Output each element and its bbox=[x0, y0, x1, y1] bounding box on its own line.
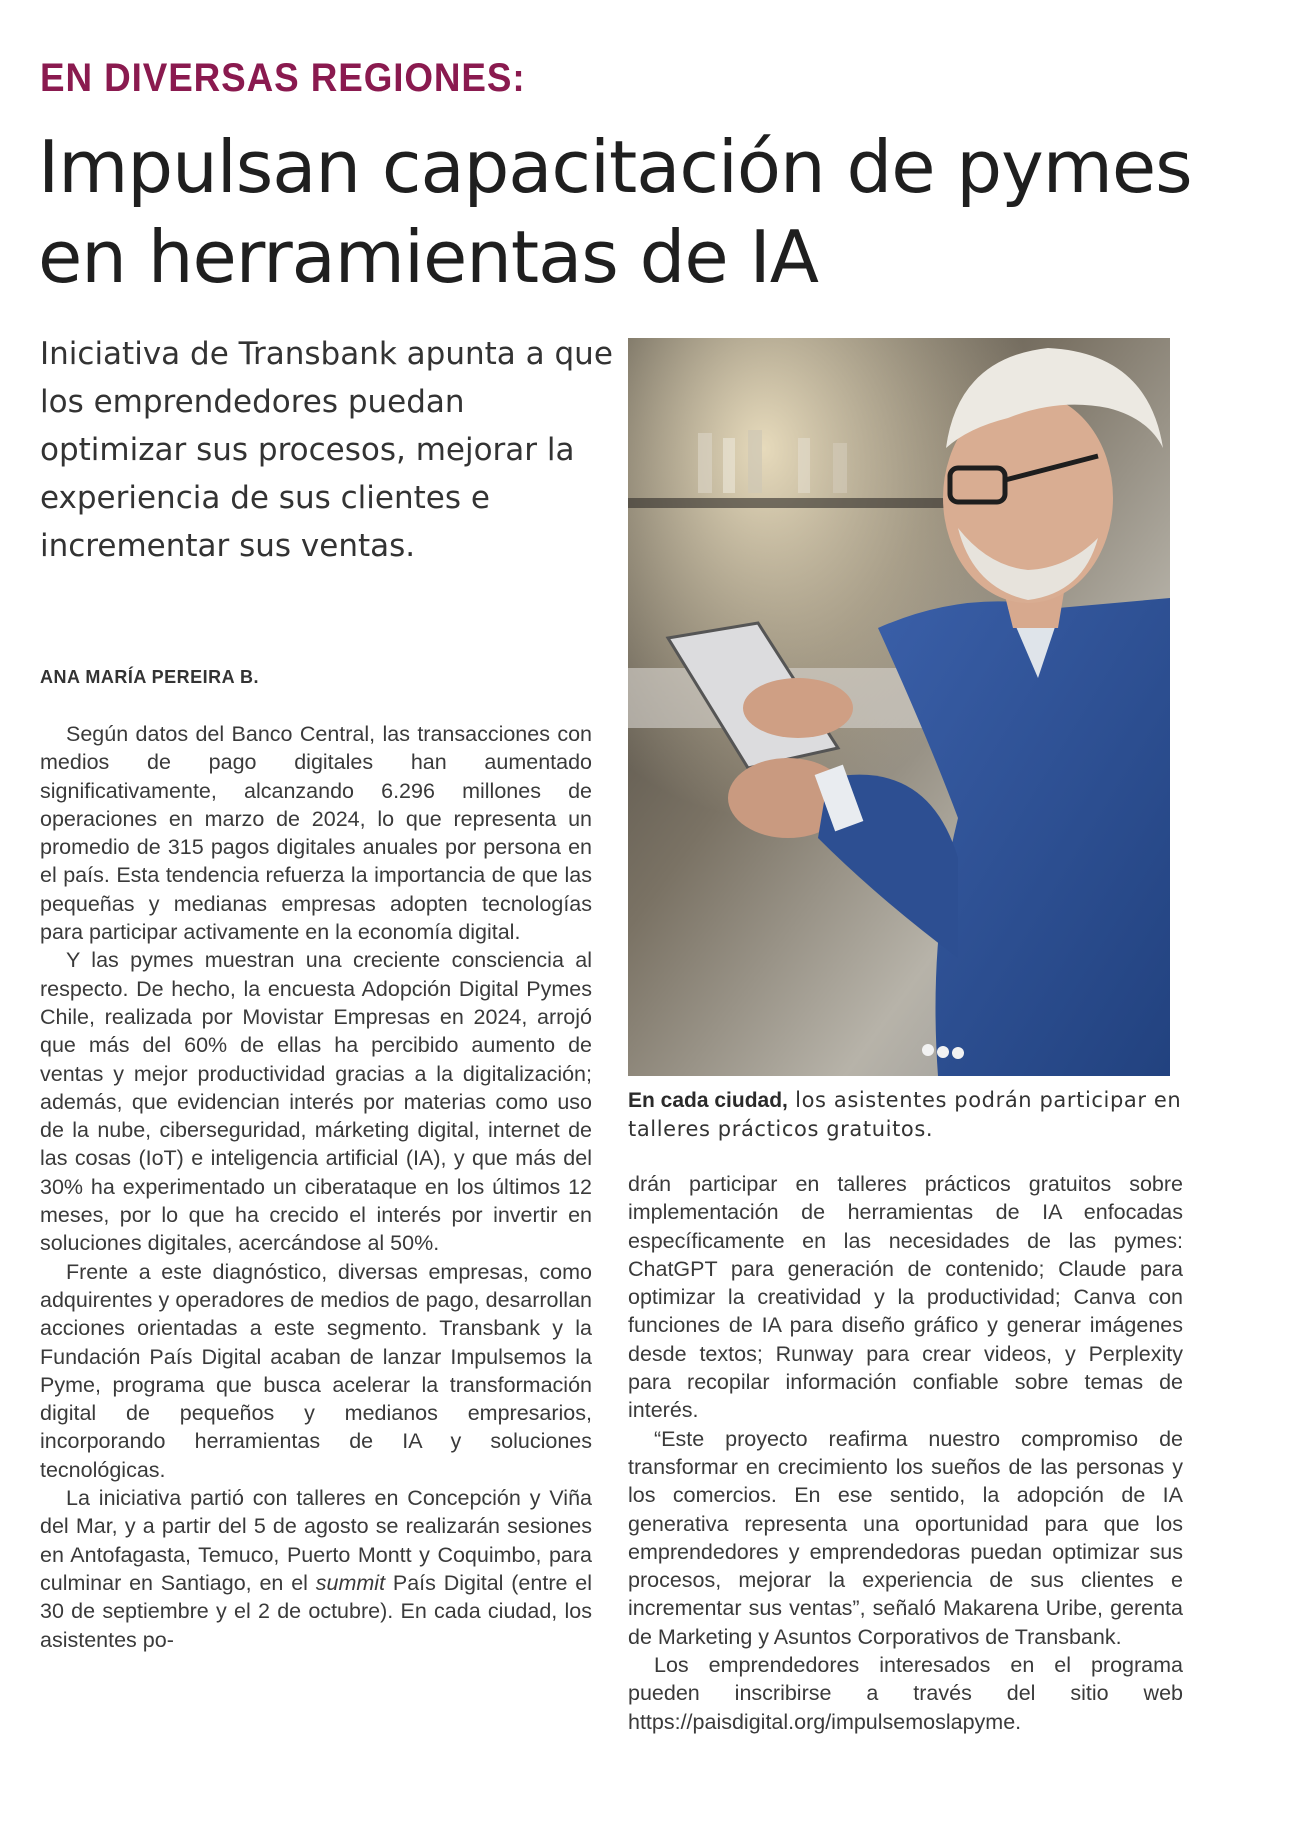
body-paragraph: “Este proyecto reafirma nuestro compromiso de transformar en crecimiento los sueños de las personas y los comercios. En ese sentido, la adopción de IA generativa representa una oportunidad para que los emprendedores y emprendedoras puedan optimizar sus procesos, mejorar la experiencia de sus clientes e incrementar sus ventas”, señaló Makarena Uribe, gerenta de Marketing y Asuntos Corporativos de Transbank. bbox=[628, 1426, 1183, 1649]
body-column-left bbox=[40, 720, 592, 1654]
kicker: EN DIVERSAS REGIONES: bbox=[40, 56, 526, 100]
body-paragraph: drán participar en talleres prácticos gratuitos sobre implementación de herramientas de IA enfocadas específicamente en las necesidades de las pymes: ChatGPT para generación de contenido; Claude para optimizar la creatividad y la productividad; Canva con funciones de IA para diseño gráfico y generar imágenes desde textos; Runway para crear videos, y Perplexity para recopilar información confiable sobre temas de interés. bbox=[628, 1172, 1183, 1423]
caption-lead: En cada ciudad, bbox=[628, 1089, 788, 1112]
lede: Iniciativa de Transbank apunta a que los emprendedores puedan optimizar sus procesos, mejorar la experiencia de sus clientes e incrementar sus ventas. bbox=[40, 336, 613, 564]
headline: Impulsan capacitación de pymes en herramientas de IA bbox=[38, 125, 1192, 299]
byline: ANA MARÍA PEREIRA B. bbox=[40, 667, 260, 687]
body-paragraph: Los emprendedores interesados en el programa pueden inscribirse a través del sitio web https://paisdigital.org/impulsemoslapyme. bbox=[628, 1653, 1183, 1734]
photo-illustration bbox=[628, 338, 1170, 1076]
body-paragraph: Según datos del Banco Central, las transacciones con medios de pago digitales han aumentado significativamente, alcanzando 6.296 millones de operaciones en marzo de 2024, lo que representa un promedio de 315 pagos digitales anuales por persona en el país. Esta tendencia refuerza la importancia de que las pequeñas y medianas empresas adopten tecnologías para participar activamente en la economía digital. bbox=[40, 722, 592, 945]
article-photo bbox=[628, 338, 1170, 1076]
body-paragraph: Y las pymes muestran una creciente consciencia al respecto. De hecho, la encuesta Adopción Digital Pymes Chile, realizada por Movistar Empresas en 2024, arrojó que más del 60% de ellas ha percibido aumento de ventas y mejor productividad gracias a la digitalización; además, que evidencian interés por materias como uso de la nube, ciberseguridad, márketing digital, internet de las cosas (IoT) e inteligencia artificial (IA), y que más del 30% ha experimentado un ciberataque en los últimos 12 meses, por lo que ha crecido el interés por invertir en soluciones digitales, acercándose al 50%. bbox=[40, 948, 592, 1256]
photo-caption bbox=[628, 1086, 1188, 1143]
body-paragraph: Frente a este diagnóstico, diversas empresas, como adquirentes y operadores de medios de pago, desarrollan acciones orientadas a este segmento. Transbank y la Fundación País Digital acaban de lanzar Impulsemos la Pyme, programa que busca acelerar la transformación digital de pequeños y medianos empresarios, incorporando herramientas de IA y soluciones tecnológicas. bbox=[40, 1259, 592, 1482]
body-paragraph: La iniciativa partió con talleres en Concepción y Viña del Mar, y a partir del 5 de agosto se realizarán sesiones en Antofagasta, Temuco, Puerto Montt y Coquimbo, para culminar en Santiago, en el summit País Digital (entre el 30 de septiembre y el 2 de octubre). En cada ciudad, los asistentes po- bbox=[40, 1486, 592, 1652]
body-column-right bbox=[628, 1170, 1183, 1736]
caption-text: los asistentes podrán participar en talleres prácticos gratuitos. bbox=[628, 1088, 1182, 1141]
emphasis-summit: summit bbox=[315, 1570, 386, 1595]
